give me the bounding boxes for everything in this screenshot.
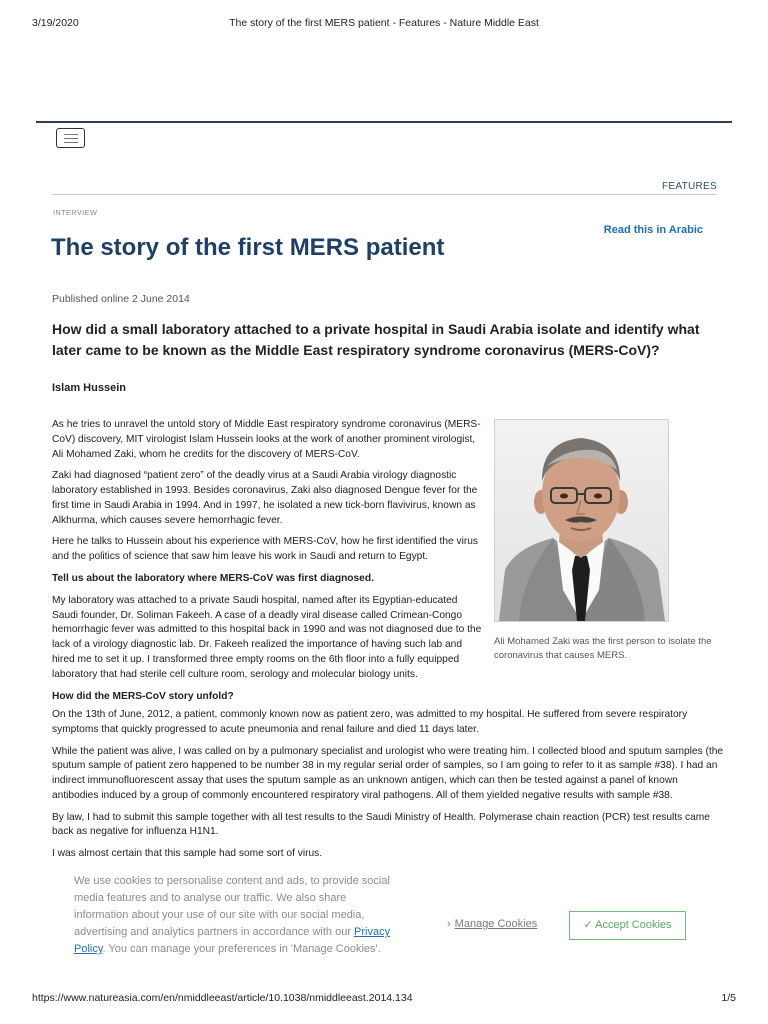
interview-answer: My laboratory was attached to a private Saudi hospital, named after its Egyptian-educated Saudi founder, Dr. Soliman Fakeeh. A case of a deadly viral disease called Crimean-Congo hemorrhagic fever was admitted to this hospital back in 1990 and was not diagnosed due to the lack of a virology diagnostic lab. Dr. Fakeeh realized the importance of having such lab and hired me to set it up. I transformed three empty rooms on the 6th floor into a fully equipped laboratory that had sterile cell culture room, serology and molecular biology units. (52, 594, 482, 680)
body-paragraph: I was almost certain that this sample had some sort of virus. (52, 848, 323, 860)
article-type-label: INTERVIEW (53, 208, 98, 217)
interview-question: How did the MERS-CoV story unfold? (52, 690, 234, 702)
body-paragraph: On the 13th of June, 2012, a patient, commonly known now as patient zero, was admitted to my hospital. He suffered from severe respiratory symptoms that quickly progressed to acute pneumonia and renal failure and died 11 days later. (52, 709, 688, 735)
article-body-full (52, 708, 724, 869)
cookie-notice-text: We use cookies to personalise content and ads, to provide social media features and to analyse our traffic. We also share information about your use of our site with our social media, advertising and analytics partners in accordance with our (74, 875, 390, 939)
body-paragraph: Zaki had diagnosed “patient zero” of the deadly virus at a Saudi Arabia virology diagnostic laboratory established in 1993. Besides coronavirus, Zaki also diagnosed Dengue fever for the first time in Saudi Arabia in 1994. And in 1997, he isolated a new tick-born flavivirus, known as Alkhurma, which causes severe hemorrhagic fever. (52, 470, 478, 526)
chevron-right-icon: › (447, 918, 451, 930)
read-in-arabic-link[interactable]: Read this in Arabic (603, 224, 703, 236)
figure-caption: Ali Mohamed Zaki was the first person to isolate the coronavirus that causes MERS. (494, 636, 712, 662)
portrait-illustration (495, 420, 668, 621)
manage-cookies-label: Manage Cookies (454, 918, 538, 930)
page-title: The story of the first MERS patient (51, 234, 445, 261)
print-page-title: The story of the first MERS patient - Features - Nature Middle East (229, 17, 539, 29)
menu-button[interactable] (56, 128, 85, 148)
navbar-rule (36, 121, 732, 123)
article-body-left (52, 418, 482, 711)
portrait-photo (494, 419, 669, 622)
body-paragraph: While the patient was alive, I was called on by a pulmonary specialist and urologist who were treating him. I collected blood and sputum samples (the sputum sample of patient zero happened to be number 38 in my regular serial order of samples, so I am going to refer to it as sample #38). I had an indirect immunofluorescent assay that uses the sputum sample as an unknown antigen, which can then be tested against a panel of known antibodies induced by a group of commonly encountered respiratory viral pathogens. All of them yielded negative results with sample #38. (52, 745, 724, 801)
author-name: Islam Hussein (52, 382, 126, 394)
body-paragraph: Here he talks to Hussein about his experience with MERS-CoV, how he first identified the virus and the politics of science that saw him leave his work in Saudi and return to Egypt. (52, 536, 479, 563)
privacy-policy-link[interactable]: Privacy Policy (74, 926, 391, 956)
manage-cookies-button[interactable] (447, 918, 537, 930)
print-url: https://www.natureasia.com/en/nmiddleeast/article/10.1038/nmiddleeast.2014.134 (32, 992, 413, 1004)
body-paragraph: By law, I had to submit this sample together with all test results to the Saudi Ministry of Health. Polymerase chain reaction (PCR) test results came back as negative for influenza H1N1. (52, 811, 710, 838)
print-date: 3/19/2020 (32, 17, 79, 29)
cookie-notice-text-end: . You can manage your preferences in 'Manage Cookies'. (102, 943, 381, 956)
accept-cookies-button[interactable]: ✓ Accept Cookies (569, 911, 686, 940)
section-divider (52, 194, 717, 195)
print-page-number: 1/5 (721, 992, 736, 1004)
cookie-notice (74, 873, 392, 958)
article-standfirst: How did a small laboratory attached to a private hospital in Saudi Arabia isolate and identify what later came to be known as the Middle East respiratory syndrome coronavirus (MERS-CoV)? (52, 321, 700, 358)
features-section-link[interactable]: FEATURES (662, 181, 717, 192)
body-paragraph: As he tries to unravel the untold story of Middle East respiratory syndrome coronavirus (MERS-CoV) discovery, MIT virologist Islam Hussein looks at the work of another prominent virologist, Ali Mohamed Zaki, whom he credits for the discovery of MERS-CoV. (52, 419, 481, 460)
published-date: Published online 2 June 2014 (52, 293, 190, 305)
interview-question: Tell us about the laboratory where MERS-CoV was first diagnosed. (52, 573, 374, 585)
